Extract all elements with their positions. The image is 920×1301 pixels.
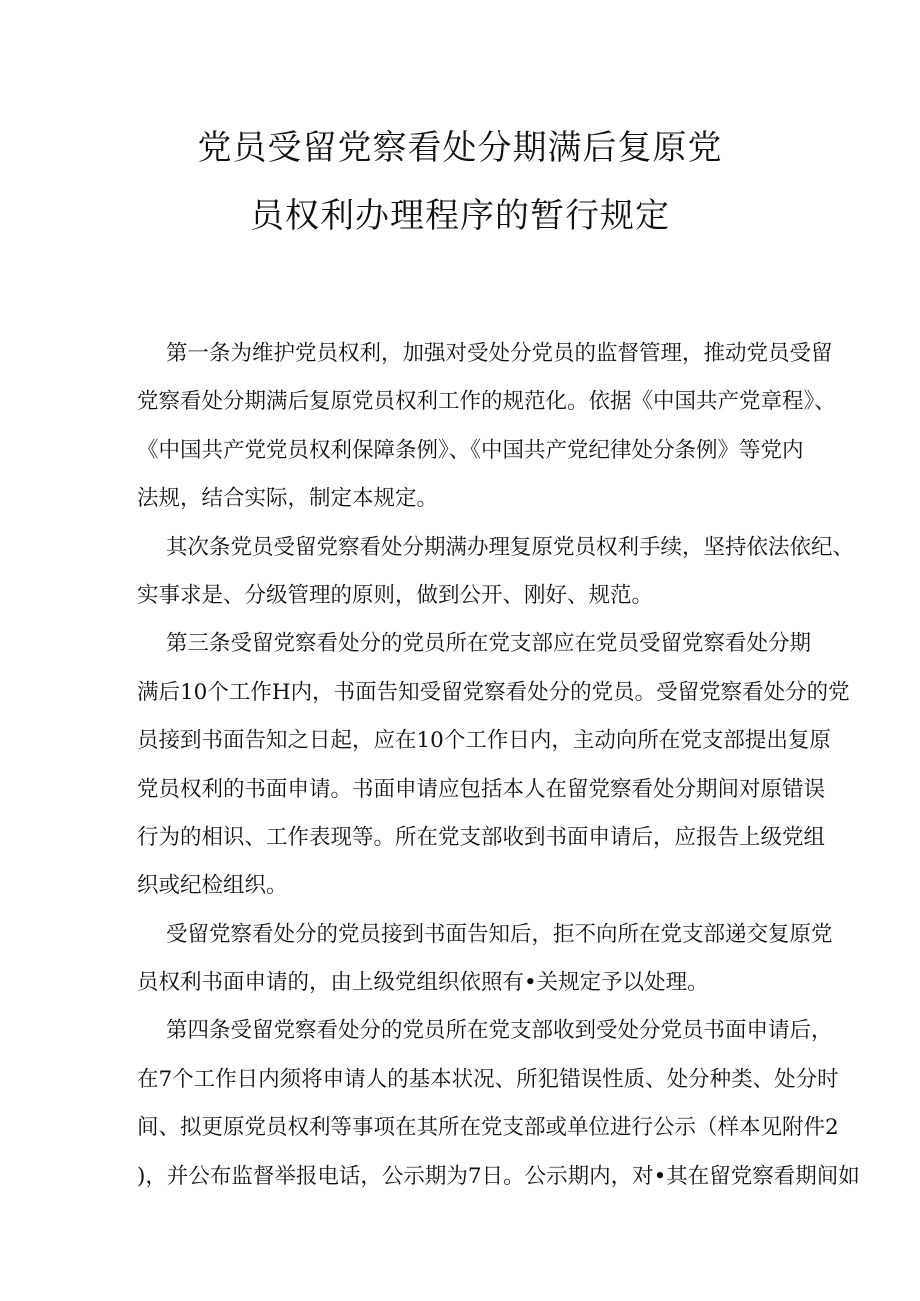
paragraph-article-2	[137, 524, 855, 621]
text-line: 法规，结合实际，制定本规定。	[137, 486, 439, 512]
document-title-line-1: 党员受留党察看处分期满后复原党	[197, 128, 723, 168]
text-line: 行为的相识、工作表现等。所在党支部收到书面申请后，应报告上级党组	[137, 824, 826, 850]
text-line: )，并公布监督举报电话，公示期为7日。公示期内，对•其在留党察看期间如	[137, 1163, 860, 1189]
paragraph-article-1	[137, 330, 836, 524]
text-line: 《中国共产党党员权利保障条例》、《中国共产党纪律处分条例》等党内	[137, 437, 804, 463]
text-line: 受留党察看处分的党员接到书面告知后，拒不向所在党支部递交复原党	[166, 921, 833, 947]
document-body	[137, 330, 860, 1201]
text-line: 间、拟更原党员权利等事项在其所在党支部或单位进行公示（样本见附件2	[137, 1115, 839, 1141]
text-line: 党员权利的书面申请。书面申请应包括本人在留党察看处分期间对原错误	[137, 776, 826, 802]
text-line: 实事求是、分级管理的原则，做到公开、刚好、规范。	[137, 582, 654, 608]
text-line: 在7个工作日内须将申请人的基本状况、所犯错误性质、处分种类、处分时	[137, 1066, 839, 1092]
text-line: 第一条为维护党员权利，加强对受处分党员的监督管理，推动党员受留	[166, 341, 833, 366]
text-line: 党察看处分期满后复原党员权利工作的规范化。依据《中国共产党章程》、	[137, 389, 836, 415]
paragraph-article-4	[137, 1007, 860, 1201]
text-line: 其次条党员受留党察看处分期满办理复原党员权利手续，坚持依法依纪、	[166, 534, 855, 560]
document-title-line-2: 员权利办理程序的暂行规定	[250, 196, 670, 236]
text-line: 织或纪检组织。	[137, 873, 288, 899]
text-line: 第四条受留党察看处分的党员所在党支部收到受处分党员书面申请后，	[166, 1018, 833, 1044]
paragraph-article-3	[137, 620, 850, 910]
text-line: 员权利书面申请的，由上级党组织依照有•关规定予以处理。	[137, 970, 709, 996]
text-line: 员接到书面告知之日起，应在10个工作日内，主动向所在党支部提出复原	[137, 728, 831, 754]
text-line: 满后10个工作H内，书面告知受留党察看处分的党员。受留党察看处分的党	[137, 679, 850, 705]
paragraph-article-3-supplement	[137, 911, 833, 1008]
text-line: 第三条受留党察看处分的党员所在党支部应在党员受留党察看处分期	[166, 631, 812, 657]
